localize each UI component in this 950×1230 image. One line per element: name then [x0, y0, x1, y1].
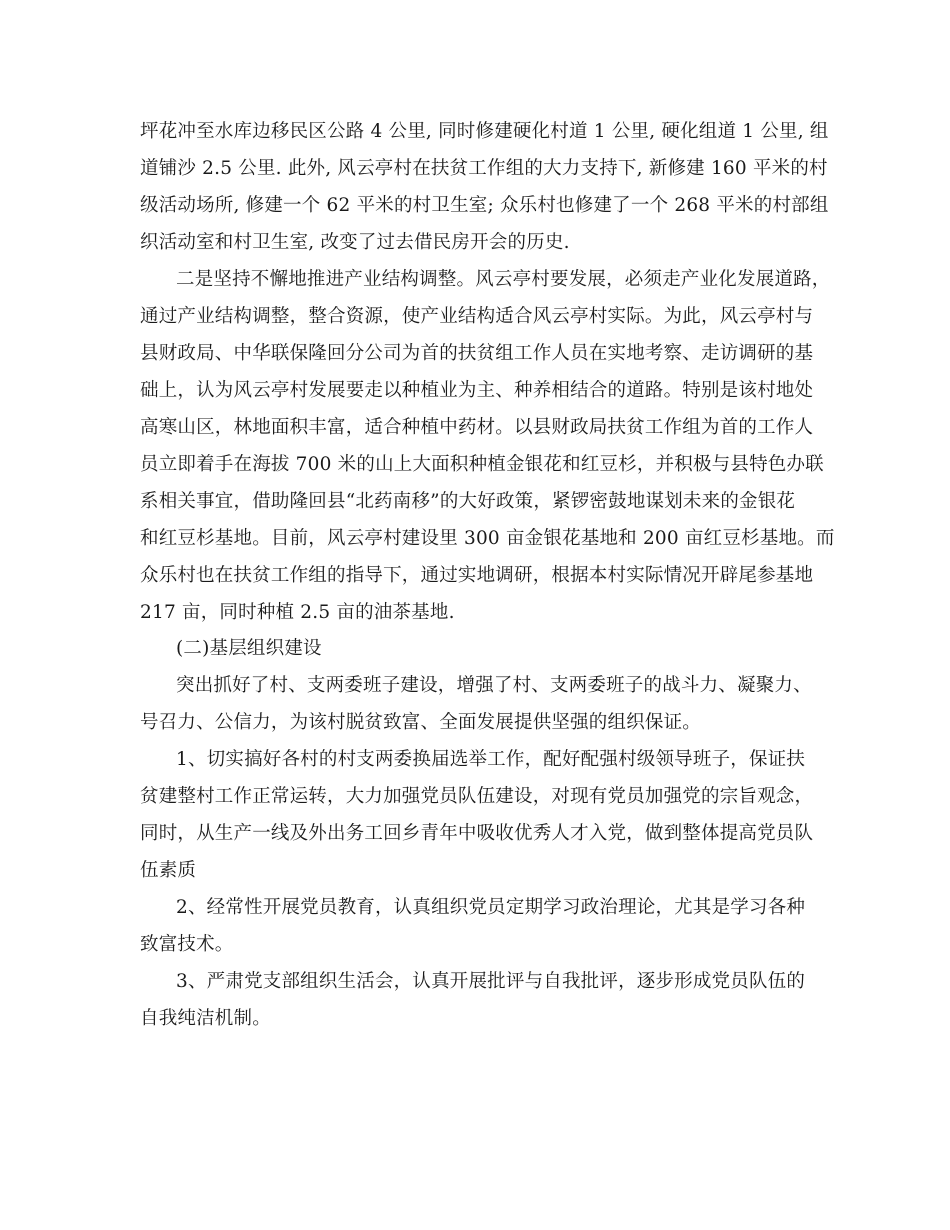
paragraph-line: 通过产业结构调整，整合资源，使产业结构适合风云亭村实际。为此，风云亭村与: [140, 306, 814, 327]
paragraph-line: 础上，认为风云亭村发展要走以种植业为主、种养相结合的道路。特别是该村地处: [140, 380, 814, 401]
paragraph-line: 致富技术。: [140, 934, 234, 955]
paragraph-line: 3、严肃党支部组织生活会，认真开展批评与自我批评，逐步形成党员队伍的: [176, 971, 806, 992]
paragraph-line: 同时，从生产一线及外出务工回乡青年中吸收优秀人才入党，做到整体提高党员队: [140, 823, 814, 844]
paragraph-line: 道铺沙 2.5 公里. 此外, 风云亭村在扶贫工作组的大力支持下, 新修建 160 平米的村: [140, 158, 828, 179]
paragraph-line: 系相关事宜，借助隆回县“北药南移”的大好政策，紧锣密鼓地谋划未来的金银花: [140, 491, 796, 512]
section-heading: (二)基层组织建设: [176, 638, 322, 659]
paragraph-line: 级活动场所, 修建一个 62 平米的村卫生室; 众乐村也修建了一个 268 平米的村部组: [140, 195, 829, 216]
paragraph-line: 217 亩，同时种植 2.5 亩的油茶基地.: [140, 602, 455, 623]
paragraph-line: 县财政局、中华联保隆回分公司为首的扶贫组工作人员在实地考察、走访调研的基: [140, 343, 814, 364]
paragraph-line: 众乐村也在扶贫工作组的指导下，通过实地调研，根据本村实际情况开辟尾参基地: [140, 565, 814, 586]
paragraph-line: 坪花冲至水库边移民区公路 4 公里, 同时修建硬化村道 1 公里, 硬化组道 1 公里, 组: [140, 121, 829, 142]
paragraph-line: 贫建整村工作正常运转，大力加强党员队伍建设，对现有党员加强党的宗旨观念，: [140, 786, 814, 807]
paragraph-line: 号召力、公信力，为该村脱贫致富、全面发展提供坚强的组织保证。: [140, 712, 702, 733]
paragraph-line: 织活动室和村卫生室, 改变了过去借民房开会的历史.: [140, 232, 570, 253]
paragraph-line: 高寒山区，林地面积丰富，适合种植中药材。以县财政局扶贫工作组为首的工作人: [140, 417, 814, 438]
paragraph-line: 员立即着手在海拔 700 米的山上大面积种植金银花和红豆杉，并积极与县特色办联: [140, 454, 824, 475]
paragraph-line: 1、切实搞好各村的村支两委换届选举工作，配好配强村级领导班子，保证扶: [176, 749, 806, 770]
paragraph-line: 和红豆杉基地。目前，风云亭村建设里 300 亩金银花基地和 200 亩红豆杉基地。而: [140, 528, 835, 549]
paragraph-line: 自我纯洁机制。: [140, 1008, 271, 1029]
paragraph-line: 伍素质: [140, 860, 197, 881]
paragraph-line: 二是坚持不懈地推进产业结构调整。风云亭村要发展，必须走产业化发展道路，: [176, 269, 831, 290]
paragraph-line: 突出抓好了村、支两委班子建设，增强了村、支两委班子的战斗力、凝聚力、: [176, 675, 812, 696]
paragraph-line: 2、经常性开展党员教育，认真组织党员定期学习政治理论，尤其是学习各种: [176, 897, 806, 918]
